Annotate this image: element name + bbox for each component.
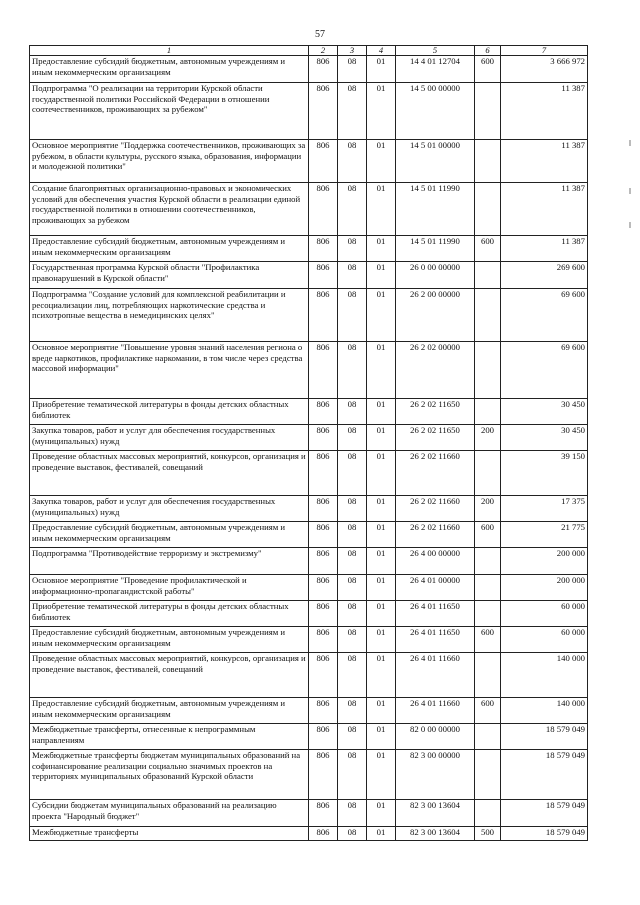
row-description-cell: Подпрограмма "О реализации на территории Курской области государственной политики Российской Федерации в отношении соотечественников, проживающих за рубежом" <box>30 83 309 140</box>
row-c6-cell: 600 <box>475 522 501 548</box>
row-c4-cell: 01 <box>367 548 396 575</box>
table-row <box>30 451 588 496</box>
row-c6-cell <box>475 262 501 289</box>
row-c7-cell: 17 375 <box>501 496 588 522</box>
row-c2-cell: 806 <box>309 183 338 236</box>
row-c6-cell: 200 <box>475 425 501 451</box>
column-header: 1 <box>30 46 309 56</box>
row-c6-cell: 600 <box>475 627 501 653</box>
row-c3-cell: 08 <box>338 575 367 601</box>
row-c4-cell: 01 <box>367 750 396 800</box>
row-c7-cell: 30 450 <box>501 399 588 425</box>
row-description-cell: Межбюджетные трансферты бюджетам муниципальных образований на софинансирование реализации социально значимых проектов на территориях муниципальных образований Курской области <box>30 750 309 800</box>
row-c5-cell: 82 3 00 00000 <box>396 750 475 800</box>
row-description-cell: Предоставление субсидий бюджетным, автономным учреждениям и иным некоммерческим организациям <box>30 236 309 262</box>
column-header: 3 <box>338 46 367 56</box>
row-c4-cell: 01 <box>367 575 396 601</box>
table-row <box>30 262 588 289</box>
column-header: 7 <box>501 46 588 56</box>
row-c4-cell: 01 <box>367 342 396 399</box>
table-row <box>30 548 588 575</box>
row-c5-cell: 26 2 02 11660 <box>396 451 475 496</box>
row-c4-cell: 01 <box>367 800 396 827</box>
row-c5-cell: 26 2 02 11660 <box>396 522 475 548</box>
row-c7-cell: 60 000 <box>501 627 588 653</box>
row-description-cell: Предоставление субсидий бюджетным, автономным учреждениям и иным некоммерческим организациям <box>30 627 309 653</box>
row-c5-cell: 82 3 00 13604 <box>396 800 475 827</box>
row-c5-cell: 26 2 02 00000 <box>396 342 475 399</box>
row-c4-cell: 01 <box>367 140 396 183</box>
row-c6-cell: 500 <box>475 827 501 841</box>
row-c2-cell: 806 <box>309 548 338 575</box>
row-c6-cell: 600 <box>475 56 501 83</box>
table-row <box>30 183 588 236</box>
row-c3-cell: 08 <box>338 496 367 522</box>
row-c6-cell <box>475 399 501 425</box>
row-c6-cell <box>475 601 501 627</box>
row-c3-cell: 08 <box>338 601 367 627</box>
row-description-cell: Межбюджетные трансферты, отнесенные к непрограммным направлениям <box>30 724 309 750</box>
row-c7-cell: 18 579 049 <box>501 800 588 827</box>
table-row <box>30 800 588 827</box>
row-c4-cell: 01 <box>367 399 396 425</box>
row-c7-cell: 200 000 <box>501 548 588 575</box>
row-description-cell: Межбюджетные трансферты <box>30 827 309 841</box>
row-c6-cell <box>475 183 501 236</box>
row-c6-cell <box>475 548 501 575</box>
table-row <box>30 575 588 601</box>
row-c4-cell: 01 <box>367 425 396 451</box>
row-c7-cell: 11 387 <box>501 83 588 140</box>
row-c7-cell: 18 579 049 <box>501 827 588 841</box>
row-c5-cell: 26 4 01 11650 <box>396 601 475 627</box>
column-header: 5 <box>396 46 475 56</box>
row-c2-cell: 806 <box>309 724 338 750</box>
table-row <box>30 653 588 698</box>
row-c4-cell: 01 <box>367 289 396 342</box>
row-description-cell: Закупка товаров, работ и услуг для обеспечения государственных (муниципальных) нужд <box>30 496 309 522</box>
row-c3-cell: 08 <box>338 140 367 183</box>
row-c2-cell: 806 <box>309 399 338 425</box>
row-c2-cell: 806 <box>309 522 338 548</box>
row-c7-cell: 11 387 <box>501 140 588 183</box>
row-c2-cell: 806 <box>309 698 338 724</box>
row-c6-cell: 600 <box>475 236 501 262</box>
row-c2-cell: 806 <box>309 496 338 522</box>
row-c6-cell <box>475 575 501 601</box>
row-c5-cell: 26 2 02 11650 <box>396 399 475 425</box>
row-c2-cell: 806 <box>309 140 338 183</box>
row-c5-cell: 26 2 02 11650 <box>396 425 475 451</box>
row-c6-cell <box>475 724 501 750</box>
row-c4-cell: 01 <box>367 236 396 262</box>
row-description-cell: Подпрограмма "Создание условий для комплексной реабилитации и ресоциализации лиц, потребляющих наркотические средства и психотропные вещества в немедицинских целях" <box>30 289 309 342</box>
row-c3-cell: 08 <box>338 698 367 724</box>
row-c3-cell: 08 <box>338 342 367 399</box>
row-c2-cell: 806 <box>309 653 338 698</box>
row-c7-cell: 18 579 049 <box>501 724 588 750</box>
row-description-cell: Государственная программа Курской области "Профилактика правонарушений в Курской области" <box>30 262 309 289</box>
row-c6-cell <box>475 653 501 698</box>
column-header: 2 <box>309 46 338 56</box>
row-description-cell: Основное мероприятие "Повышение уровня знаний населения региона о вреде наркотиков, профилактике наркомании, в том числе через средства массовой информации" <box>30 342 309 399</box>
row-c7-cell: 39 150 <box>501 451 588 496</box>
row-c4-cell: 01 <box>367 698 396 724</box>
row-c4-cell: 01 <box>367 601 396 627</box>
row-c5-cell: 26 2 00 00000 <box>396 289 475 342</box>
table-row <box>30 724 588 750</box>
row-c5-cell: 26 4 00 00000 <box>396 548 475 575</box>
row-c6-cell <box>475 83 501 140</box>
row-description-cell: Приобретение тематической литературы в фонды детских областных библиотек <box>30 601 309 627</box>
row-c2-cell: 806 <box>309 236 338 262</box>
scan-mark <box>629 222 631 228</box>
row-c6-cell <box>475 750 501 800</box>
row-c6-cell <box>475 140 501 183</box>
row-c2-cell: 806 <box>309 425 338 451</box>
table-row <box>30 83 588 140</box>
row-c4-cell: 01 <box>367 496 396 522</box>
row-c7-cell: 140 000 <box>501 653 588 698</box>
row-description-cell: Подпрограмма "Противодействие терроризму и экстремизму" <box>30 548 309 575</box>
table-row <box>30 399 588 425</box>
row-c5-cell: 82 3 00 13604 <box>396 827 475 841</box>
page-number: 57 <box>315 29 325 40</box>
row-c6-cell <box>475 342 501 399</box>
row-c2-cell: 806 <box>309 342 338 399</box>
row-c7-cell: 11 387 <box>501 183 588 236</box>
table-row <box>30 236 588 262</box>
row-c6-cell: 600 <box>475 698 501 724</box>
row-c7-cell: 21 775 <box>501 522 588 548</box>
row-c3-cell: 08 <box>338 56 367 83</box>
row-c5-cell: 26 0 00 00000 <box>396 262 475 289</box>
row-c4-cell: 01 <box>367 56 396 83</box>
row-c6-cell <box>475 800 501 827</box>
table-row <box>30 56 588 83</box>
row-c3-cell: 08 <box>338 451 367 496</box>
row-c4-cell: 01 <box>367 627 396 653</box>
row-c3-cell: 08 <box>338 750 367 800</box>
column-header: 4 <box>367 46 396 56</box>
row-c2-cell: 806 <box>309 627 338 653</box>
row-c5-cell: 26 4 01 00000 <box>396 575 475 601</box>
row-description-cell: Проведение областных массовых мероприятий, конкурсов, организация и проведение выставок, фестивалей, совещаний <box>30 451 309 496</box>
row-c5-cell: 14 5 00 00000 <box>396 83 475 140</box>
table-row <box>30 140 588 183</box>
row-c3-cell: 08 <box>338 262 367 289</box>
row-description-cell: Предоставление субсидий бюджетным, автономным учреждениям и иным некоммерческим организациям <box>30 522 309 548</box>
row-c7-cell: 3 666 972 <box>501 56 588 83</box>
row-description-cell: Субсидии бюджетам муниципальных образований на реализацию проекта "Народный бюджет" <box>30 800 309 827</box>
row-c5-cell: 26 4 01 11660 <box>396 698 475 724</box>
row-c4-cell: 01 <box>367 724 396 750</box>
table-row <box>30 425 588 451</box>
row-c2-cell: 806 <box>309 750 338 800</box>
row-c3-cell: 08 <box>338 289 367 342</box>
row-c7-cell: 60 000 <box>501 601 588 627</box>
table-row <box>30 342 588 399</box>
row-c4-cell: 01 <box>367 262 396 289</box>
row-c2-cell: 806 <box>309 800 338 827</box>
row-c3-cell: 08 <box>338 399 367 425</box>
row-c7-cell: 11 387 <box>501 236 588 262</box>
row-c5-cell: 26 2 02 11660 <box>396 496 475 522</box>
row-description-cell: Основное мероприятие "Проведение профилактической и информационно-пропагандистской работы" <box>30 575 309 601</box>
table-row <box>30 750 588 800</box>
row-c2-cell: 806 <box>309 575 338 601</box>
row-c7-cell: 30 450 <box>501 425 588 451</box>
row-c2-cell: 806 <box>309 451 338 496</box>
scan-mark <box>629 140 631 146</box>
row-c4-cell: 01 <box>367 653 396 698</box>
row-c2-cell: 806 <box>309 601 338 627</box>
row-c7-cell: 269 600 <box>501 262 588 289</box>
row-c3-cell: 08 <box>338 627 367 653</box>
row-c3-cell: 08 <box>338 83 367 140</box>
table-row <box>30 289 588 342</box>
row-c3-cell: 08 <box>338 653 367 698</box>
row-c3-cell: 08 <box>338 827 367 841</box>
table-row <box>30 698 588 724</box>
row-c5-cell: 26 4 01 11660 <box>396 653 475 698</box>
row-c3-cell: 08 <box>338 236 367 262</box>
row-description-cell: Основное мероприятие "Поддержка соотечественников, проживающих за рубежом, в области культуры, русского языка, образования, информации и молодежной политики" <box>30 140 309 183</box>
row-c4-cell: 01 <box>367 451 396 496</box>
row-c4-cell: 01 <box>367 522 396 548</box>
row-c7-cell: 18 579 049 <box>501 750 588 800</box>
row-c3-cell: 08 <box>338 522 367 548</box>
table-row <box>30 601 588 627</box>
row-description-cell: Приобретение тематической литературы в фонды детских областных библиотек <box>30 399 309 425</box>
row-c7-cell: 200 000 <box>501 575 588 601</box>
row-c2-cell: 806 <box>309 56 338 83</box>
table-row <box>30 627 588 653</box>
row-c2-cell: 806 <box>309 289 338 342</box>
scan-mark <box>629 188 631 194</box>
row-c7-cell: 140 000 <box>501 698 588 724</box>
budget-table <box>29 45 588 841</box>
row-c3-cell: 08 <box>338 800 367 827</box>
row-description-cell: Предоставление субсидий бюджетным, автономным учреждениям и иным некоммерческим организациям <box>30 698 309 724</box>
row-c3-cell: 08 <box>338 183 367 236</box>
row-c5-cell: 14 5 01 11990 <box>396 236 475 262</box>
table-row <box>30 827 588 841</box>
row-c6-cell: 200 <box>475 496 501 522</box>
row-c4-cell: 01 <box>367 827 396 841</box>
row-c2-cell: 806 <box>309 83 338 140</box>
row-c3-cell: 08 <box>338 724 367 750</box>
row-c4-cell: 01 <box>367 183 396 236</box>
row-c5-cell: 82 0 00 00000 <box>396 724 475 750</box>
row-description-cell: Создание благоприятных организационно-правовых и экономических условий для обеспечения участия Курской области в реализации единой государственной политики в отношении соотечественников, проживающих за рубежом <box>30 183 309 236</box>
row-c7-cell: 69 600 <box>501 342 588 399</box>
table-header-row <box>30 46 588 56</box>
row-c3-cell: 08 <box>338 548 367 575</box>
row-description-cell: Закупка товаров, работ и услуг для обеспечения государственных (муниципальных) нужд <box>30 425 309 451</box>
row-c7-cell: 69 600 <box>501 289 588 342</box>
row-c5-cell: 14 4 01 12704 <box>396 56 475 83</box>
row-c6-cell <box>475 289 501 342</box>
row-c2-cell: 806 <box>309 827 338 841</box>
row-c5-cell: 14 5 01 11990 <box>396 183 475 236</box>
table-row <box>30 522 588 548</box>
column-header: 6 <box>475 46 501 56</box>
row-c6-cell <box>475 451 501 496</box>
row-description-cell: Предоставление субсидий бюджетным, автономным учреждениям и иным некоммерческим организациям <box>30 56 309 83</box>
row-c5-cell: 14 5 01 00000 <box>396 140 475 183</box>
row-c2-cell: 806 <box>309 262 338 289</box>
row-c3-cell: 08 <box>338 425 367 451</box>
row-c5-cell: 26 4 01 11650 <box>396 627 475 653</box>
row-description-cell: Проведение областных массовых мероприятий, конкурсов, организация и проведение выставок, фестивалей, совещаний <box>30 653 309 698</box>
table-row <box>30 496 588 522</box>
row-c4-cell: 01 <box>367 83 396 140</box>
